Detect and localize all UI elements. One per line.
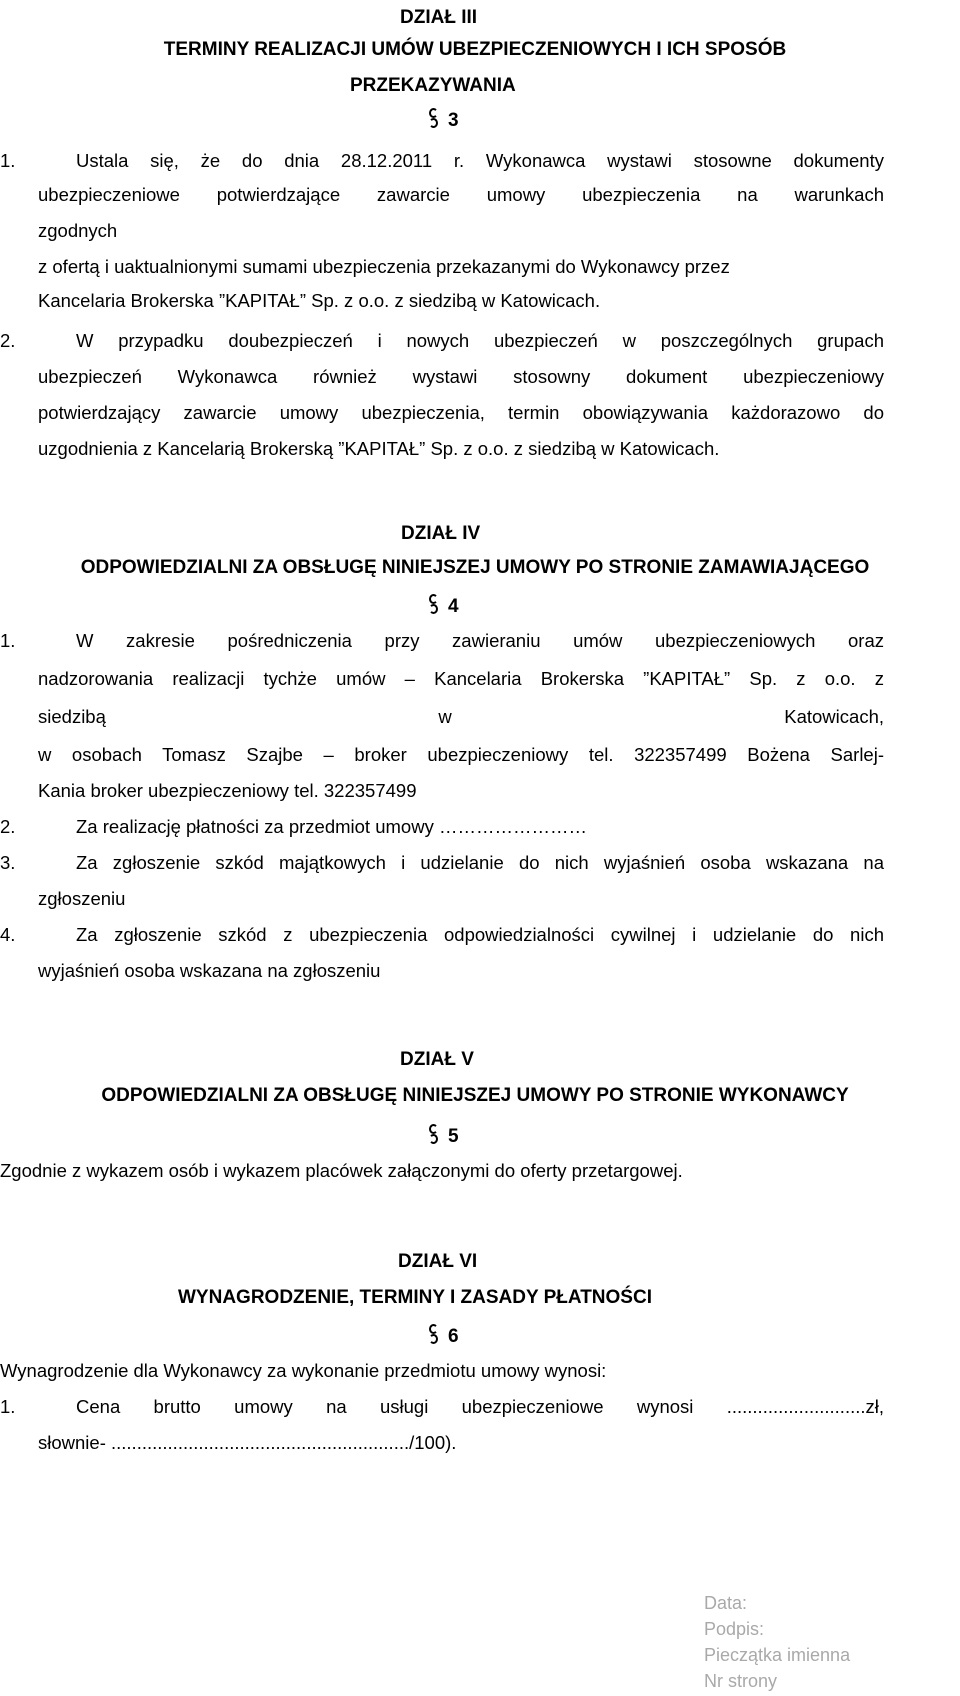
paragraph-text: wyjaśnień osoba wskazana na zgłoszeniu	[38, 960, 381, 981]
paragraph-text: słownie- ........................................................../100).	[38, 1432, 457, 1453]
stamp-page-number-label: Nr strony	[704, 1671, 778, 1691]
paragraph-text: Ustala się, że do dnia 28.12.2011 r. Wykonawca wystawi stosowne dokumenty	[76, 150, 884, 171]
paragraph-number-5: 5	[428, 1124, 459, 1148]
section-title-dzial-3-line2: PRZEKAZYWANIA	[350, 75, 516, 96]
section-sign-icon	[428, 108, 440, 132]
paragraph-text: nadzorowania realizacji tychże umów – Kancelaria Brokerska ”KAPITAŁ” Sp. z o.o. z	[38, 668, 884, 689]
list-number: 1.	[0, 1396, 16, 1417]
paragraph-text: Za realizację płatności za przedmiot umowy ……………………	[76, 816, 587, 837]
list-number: 4.	[0, 924, 16, 945]
section-heading-dzial-5: DZIAŁ V	[400, 1049, 474, 1070]
paragraph-text: zgłoszeniu	[38, 888, 126, 909]
stamp-name-stamp-label: Pieczątka imienna	[704, 1645, 851, 1665]
paragraph-text: Za zgłoszenie szkód z ubezpieczenia odpowiedzialności cywilnej i udzielanie do nich	[76, 924, 884, 945]
paragraph-text: ubezpieczeń Wykonawca również wystawi stosowny dokument ubezpieczeniowy	[38, 366, 884, 387]
paragraph-text: potwierdzający zawarcie umowy ubezpieczenia, termin obowiązywania każdorazowo do	[38, 402, 884, 423]
list-number: 3.	[0, 852, 16, 873]
paragraph-text: w osobach Tomasz Szajbe – broker ubezpieczeniowy tel. 322357499 Bożena Sarlej-	[38, 744, 884, 765]
list-number: 1.	[0, 150, 16, 171]
section-title-dzial-6: WYNAGRODZENIE, TERMINY I ZASADY PŁATNOŚCI	[178, 1287, 652, 1308]
section-heading-dzial-4: DZIAŁ IV	[401, 523, 481, 544]
section-heading-dzial-6: DZIAŁ VI	[398, 1251, 478, 1272]
list-number: 1.	[0, 630, 16, 651]
section-sign-icon	[428, 1124, 440, 1148]
section-sign-icon	[428, 594, 440, 618]
section-sign-icon	[428, 1324, 440, 1348]
paragraph-text: W zakresie pośredniczenia przy zawieraniu umów ubezpieczeniowych oraz	[76, 630, 884, 651]
section-title-dzial-4: ODPOWIEDZIALNI ZA OBSŁUGĘ NINIEJSZEJ UMOWY PO STRONIE ZAMAWIAJĄCEGO	[80, 557, 870, 578]
paragraph-text: W przypadku doubezpieczeń i nowych ubezpieczeń w poszczególnych grupach	[76, 330, 884, 351]
list-number: 2.	[0, 330, 16, 351]
paragraph-text: Kania broker ubezpieczeniowy tel. 322357499	[38, 780, 417, 801]
section-title-dzial-3-line1: TERMINY REALIZACJI UMÓW UBEZPIECZENIOWYCH I ICH SPOSÓB	[163, 39, 787, 60]
list-number: 2.	[0, 816, 16, 837]
paragraph-text: Cena brutto umowy na usługi ubezpieczeniowe wynosi ...........................zł,	[76, 1396, 884, 1417]
paragraph-text: Wynagrodzenie dla Wykonawcy za wykonanie przedmiotu umowy wynosi:	[0, 1360, 607, 1381]
paragraph-text: Kancelaria Brokerska ”KAPITAŁ” Sp. z o.o. z siedzibą w Katowicach.	[38, 290, 601, 311]
paragraph-text: Zgodnie z wykazem osób i wykazem placówek załączonymi do oferty przetargowej.	[0, 1160, 683, 1181]
paragraph-text: zgodnych	[38, 220, 118, 241]
paragraph-text: ubezpieczeniowe potwierdzające zawarcie umowy ubezpieczenia na warunkach	[38, 184, 884, 205]
stamp-signature-label: Podpis:	[704, 1619, 765, 1639]
stamp-date-label: Data:	[704, 1593, 748, 1613]
paragraph-text: uzgodnienia z Kancelarią Brokerską ”KAPITAŁ” Sp. z o.o. z siedzibą w Katowicach.	[38, 438, 720, 459]
paragraph-text: siedzibą w Katowicach,	[38, 706, 884, 727]
paragraph-text: z ofertą i uaktualnionymi sumami ubezpieczenia przekazanymi do Wykonawcy przez	[38, 256, 730, 277]
section-title-dzial-5: ODPOWIEDZIALNI ZA OBSŁUGĘ NINIEJSZEJ UMOWY PO STRONIE WYKONAWCY	[101, 1085, 849, 1106]
section-heading-dzial-3: DZIAŁ III	[400, 7, 478, 28]
paragraph-text: Za zgłoszenie szkód majątkowych i udzielanie do nich wyjaśnień osoba wskazana na	[76, 852, 884, 873]
paragraph-number-3: 3	[428, 108, 459, 132]
paragraph-number-6: 6	[428, 1324, 459, 1348]
paragraph-number-4: 4	[428, 594, 459, 618]
